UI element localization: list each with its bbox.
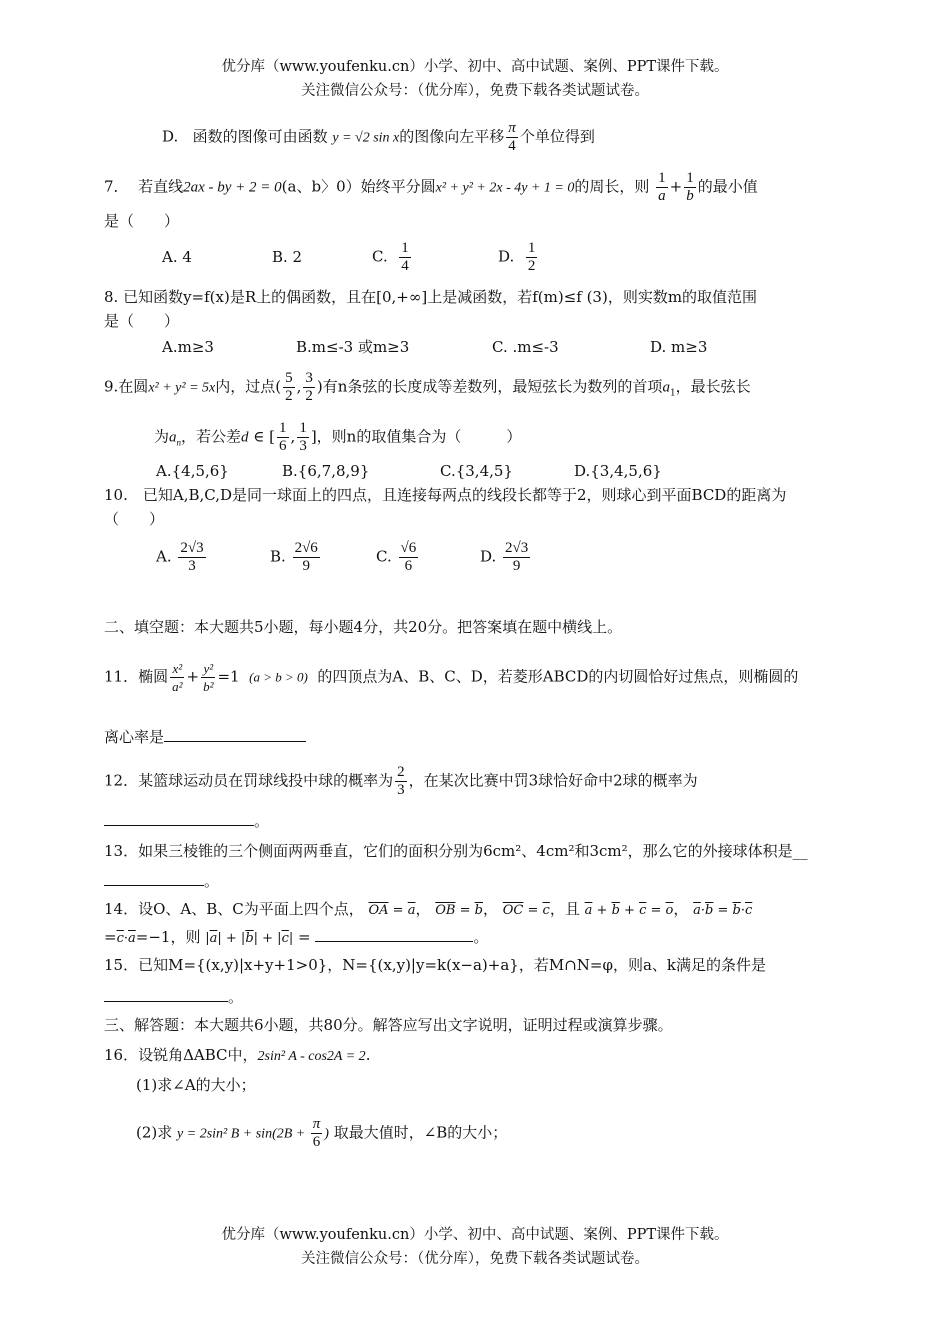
- q8-option-b: B.m≤-3 或m≥3: [296, 338, 410, 356]
- header-line-2: 关注微信公众号：（优分库），免费下载各类试题试卷。: [301, 83, 649, 99]
- q11-answer-blank[interactable]: [164, 741, 306, 742]
- q7-option-a: A. 4: [162, 248, 192, 266]
- q13-answer: 。: [104, 870, 219, 892]
- q15-stem: 15．已知M={(x,y)|x+y+1>0}，N={(x,y)|y=k(x−a)+a}，若M∩N=φ，则a、k满足的条件是: [104, 956, 767, 974]
- q12-stem: 12．某篮球运动员在罚球线投中球的概率为 $\frac{2}{3}$ ，在某次比赛中罚3球恰好命中2球的概率为: [104, 764, 698, 798]
- q10-option-c: C. $\frac{√6}{6}$: [376, 540, 417, 574]
- footer-line-2: 关注微信公众号：（优分库），免费下载各类试题试卷。: [301, 1251, 649, 1267]
- q10-stem-2: （ ）: [104, 510, 165, 528]
- q16-stem: 16．设锐角ΔABC中，2sin² A - cos2A = 2.: [104, 1046, 371, 1064]
- section-3-heading: 三、解答题：本大题共6小题，共80分。解答应写出文字说明，证明过程或演算步骤。: [104, 1016, 673, 1034]
- q11-stem: 11．椭圆 $\frac{\text{x²}}{\text{a²}}$ + $\frac{\text{y²}}{\text{b²}}$ =1 (a > b > 0) 的四顶点为A、B、C、D，若菱形ABCD的内切圆恰好过焦点，则椭圆的: [104, 661, 799, 694]
- q9-option-c: C.{3,4,5}: [440, 462, 513, 480]
- q12-answer: 。: [104, 810, 269, 832]
- q13-stem: 13．如果三棱锥的三个侧面两两垂直，它们的面积分别为6cm²、4cm²和3cm²，那么它的外接球体积是__: [104, 842, 808, 860]
- q16-part-1: (1)求∠A的大小；: [136, 1076, 256, 1094]
- q14-stem: 14．设O、A、B、C为平面上四个点， $\overline{OA} = \overline{a}$， $\overline{OB} = \overline{b}$， $\overline{OC} = \overline{c}$，且 $\overline{a} + \overline{b} + \overline{c} = \overline{o}$， $\overline{a}\cdot\overline{b} = \overline{b}\cdot\overline{c}$: [104, 900, 753, 918]
- q10-stem: 10. 已知A,B,C,D是同一球面上的四点，且连接每两点的线段长都等于2，则球心到平面BCD的距离为: [104, 486, 787, 504]
- q9-option-d: D.{3,4,5,6}: [574, 462, 662, 480]
- q8-option-d: D. m≥3: [650, 338, 708, 356]
- q9-option-b: B.{6,7,8,9}: [282, 462, 370, 480]
- q15-answer-blank[interactable]: [104, 1001, 228, 1002]
- q9-option-a: A.{4,5,6}: [156, 462, 229, 480]
- q8-option-a: A.m≥3: [162, 338, 214, 356]
- q14-stem-2: $=\overline{c}\cdot\overline{a}=-1$，则 $|\overline{a}| + |\overline{b}| + |\overline{c}|$ = 。: [104, 928, 489, 946]
- q15-answer: 。: [104, 986, 243, 1008]
- q9-stem: 9.在圆x² + y² = 5x内，过点( $\frac{5}{2}$ , $\frac{3}{2}$ )有n条弦的长度成等差数列，最短弦长为数列的首项$a_1$，最长弦长: [104, 370, 751, 404]
- q8-stem: 8. 已知函数y=f(x)是R上的偶函数，且在[0,+∞]上是减函数，若f(m)≤f (3)，则实数m的取值范围: [104, 288, 758, 306]
- q12-answer-blank[interactable]: [104, 825, 254, 826]
- q7-option-b: B. 2: [272, 248, 303, 266]
- q6-expr: y = √2 sin x: [332, 130, 400, 146]
- q7-option-c: C. $\frac{1}{4}$: [372, 240, 409, 274]
- q8-option-c: C. .m≤-3: [492, 338, 559, 356]
- q10-option-a: A. $\frac{2√3}{3}$: [156, 540, 204, 574]
- q13-answer-blank[interactable]: [104, 885, 204, 886]
- q8-stem-2: 是（ ）: [104, 312, 180, 330]
- q7-stem-2: 是（ ）: [104, 212, 180, 230]
- q7-stem: 7． 若直线2ax - by + 2 = 0(a、b〉0）始终平分圆x² + y² + 2x - 4y + 1 = 0的周长，则 $\frac{1}{a}$ + $\frac{1}{b}$ 的最小值: [104, 170, 758, 204]
- section-2-heading: 二、填空题：本大题共5小题，每小题4分，共20分。把答案填在题中横线上。: [104, 618, 623, 636]
- header-line-1: 优分库（www.youfenku.cn）小学、初中、高中试题、案例、PPT课件下载。: [221, 59, 729, 75]
- q14-answer-blank[interactable]: [315, 941, 473, 942]
- q10-option-b: B. $\frac{2√6}{9}$: [270, 540, 318, 574]
- footer-line-1: 优分库（www.youfenku.cn）小学、初中、高中试题、案例、PPT课件下载。: [221, 1227, 729, 1243]
- q6-option-d: D. 函数的图像可由函数 y = √2 sin x的图像向左平移 $\frac{\pi}{4}$ 个单位得到: [162, 120, 595, 154]
- q10-option-d: D. $\frac{2√3}{9}$: [480, 540, 529, 574]
- q16-part-2: (2)求 y = 2sin² B + sin(2B + $\frac{\pi}{6}$ ) 取最大值时，∠B的大小；: [136, 1116, 508, 1150]
- q7-option-d: D. $\frac{1}{2}$: [498, 240, 536, 274]
- q11-stem-2: 离心率是: [104, 726, 306, 748]
- q9-stem-2: 为$a_n$，若公差d ∈ [ $\frac{1}{6}$ , $\frac{1}{3}$ ]，则n的取值集合为（ ）: [154, 420, 522, 454]
